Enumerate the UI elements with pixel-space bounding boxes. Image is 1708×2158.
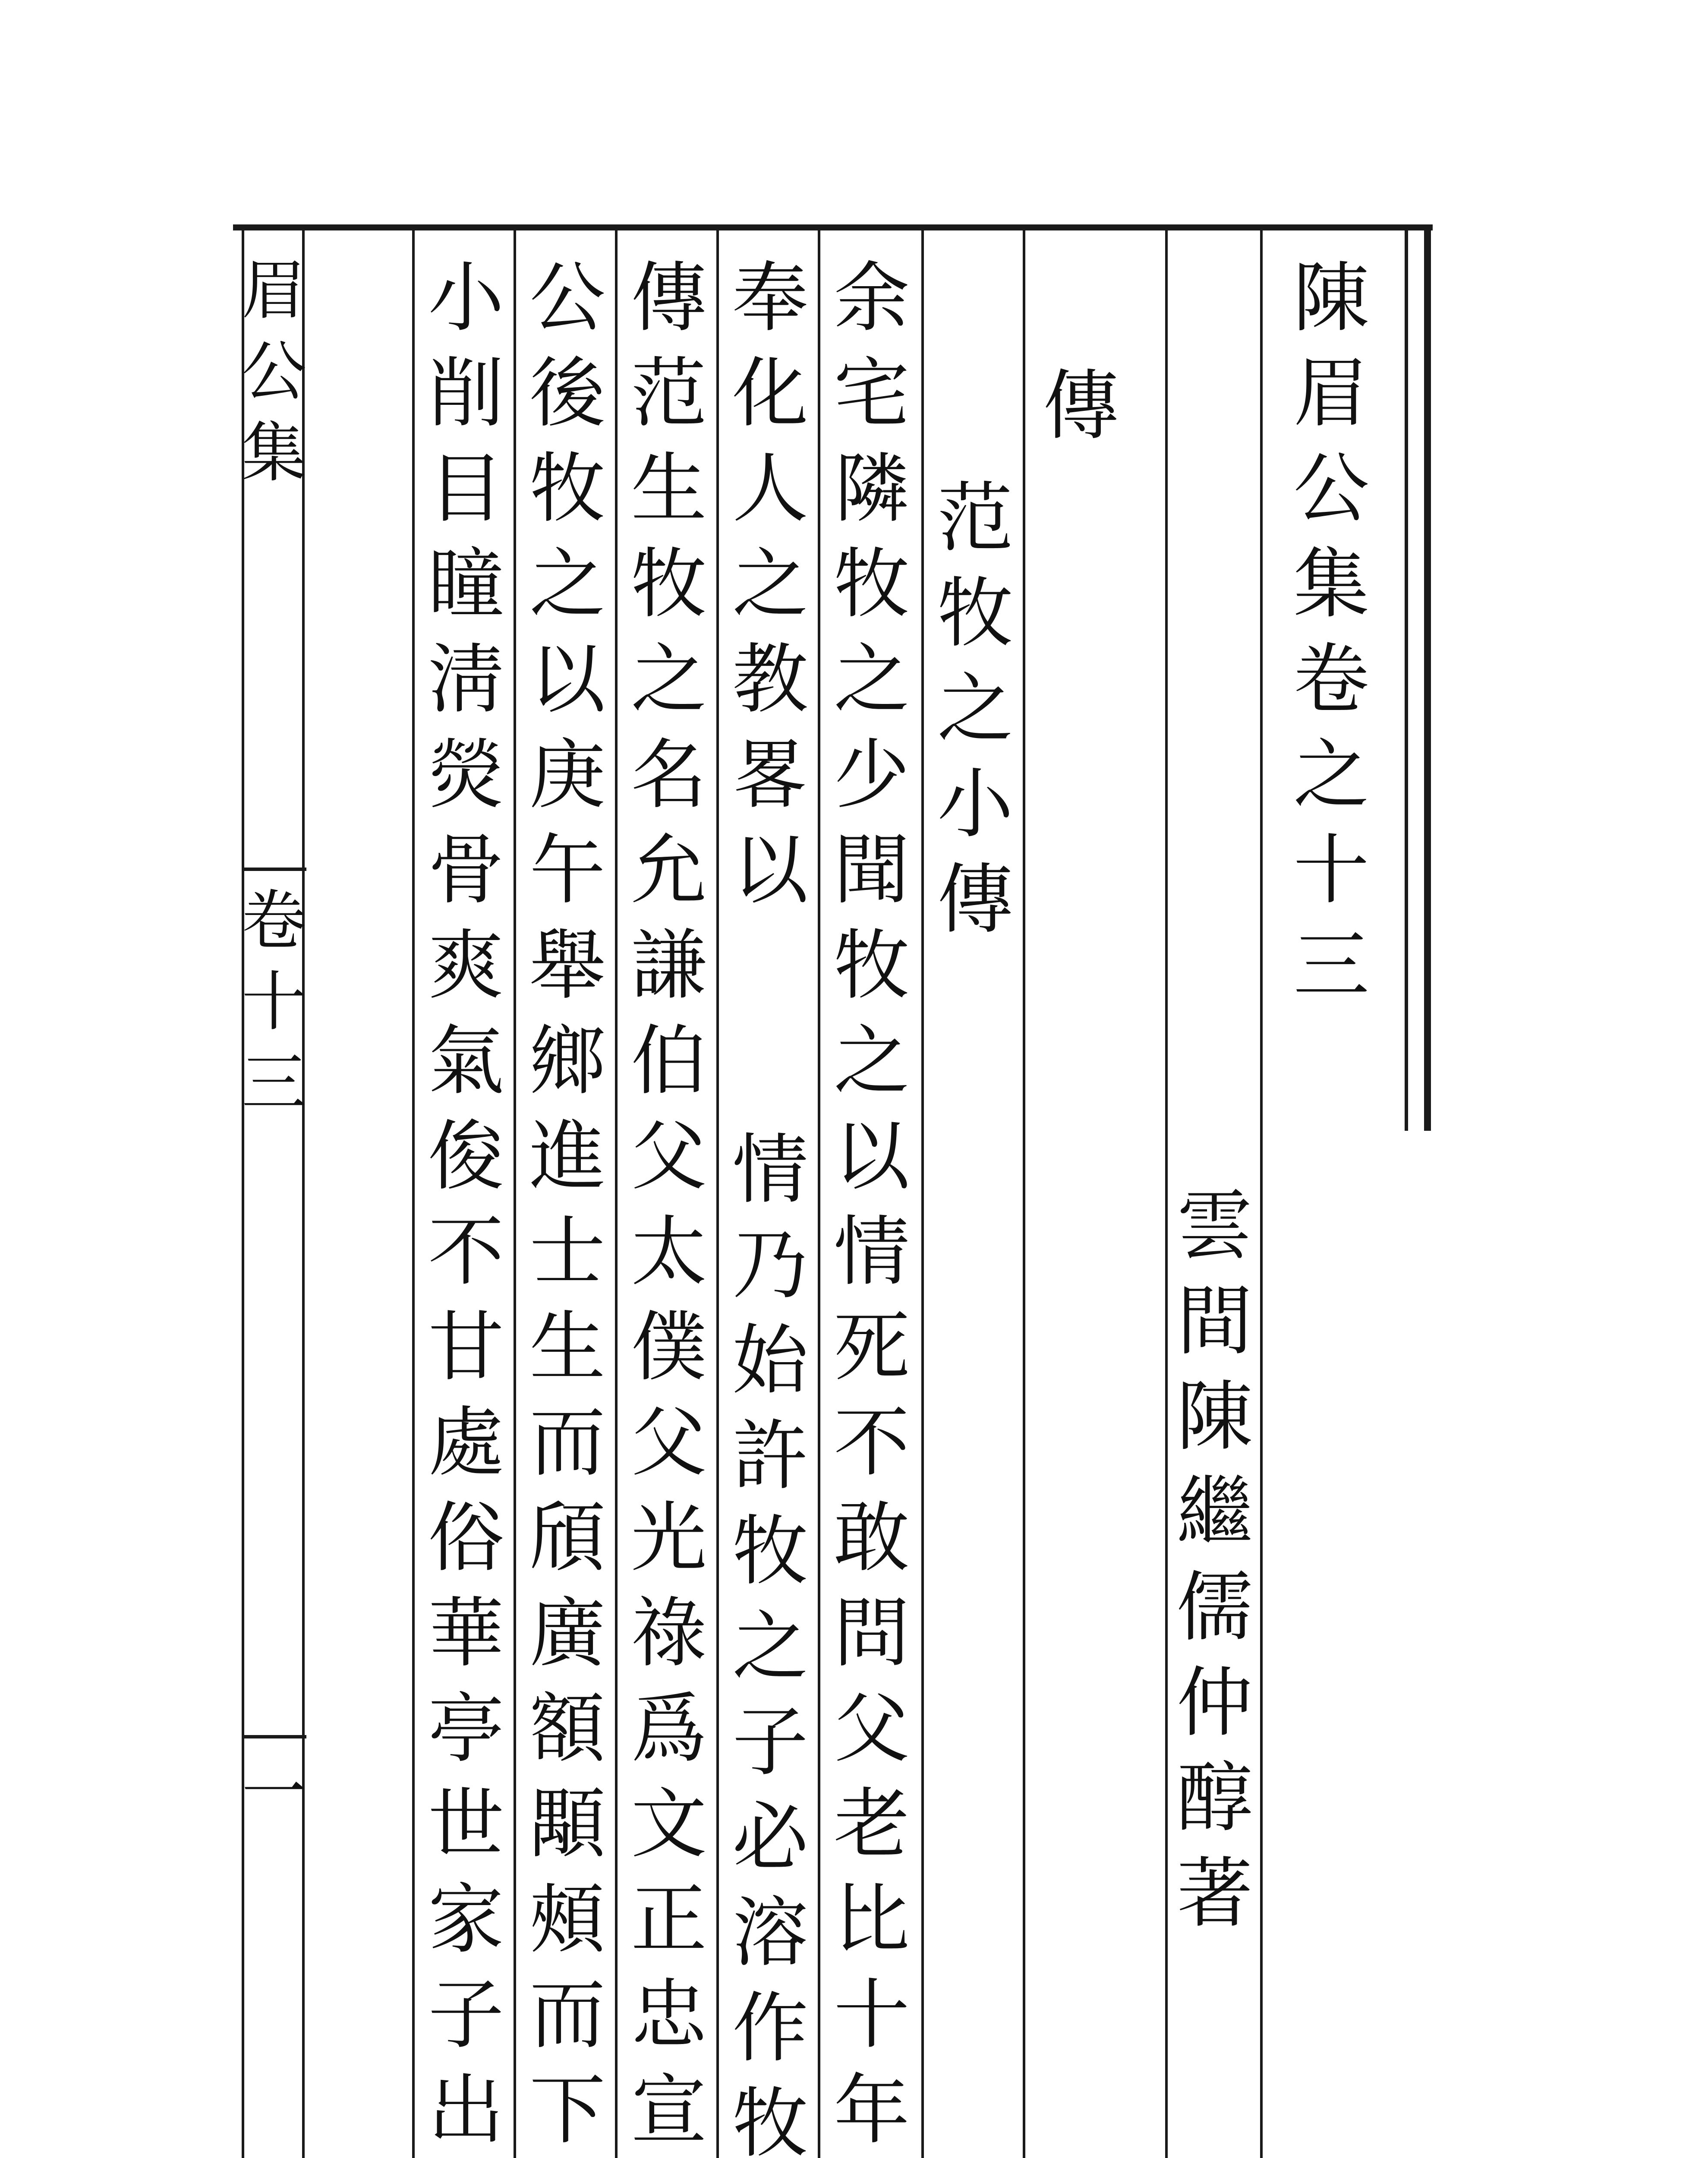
section-heading-column: [1040, 358, 1122, 2158]
glyph: 傳: [937, 855, 1013, 944]
glyph: 死: [833, 1303, 910, 1391]
glyph: 牧: [937, 569, 1013, 658]
glyph: 之: [833, 635, 910, 724]
column-divider: [1165, 224, 1168, 2158]
glyph: 以: [732, 826, 808, 915]
glyph: 問: [833, 1589, 910, 1678]
glyph: 鄉: [529, 1017, 605, 1105]
glyph: 牧: [732, 2079, 808, 2158]
column-divider: [412, 224, 415, 2158]
glyph: 太: [630, 1208, 707, 1296]
glyph: 家: [428, 1875, 504, 1964]
frame-right-rule-outer: [1424, 224, 1431, 1131]
glyph: 祿: [630, 1589, 707, 1678]
glyph: 爽: [428, 921, 504, 1010]
glyph: 溶: [732, 1889, 808, 1977]
glyph: 額: [529, 1685, 605, 1773]
glyph: 僕: [630, 1303, 707, 1391]
glyph: 以: [529, 635, 605, 724]
glyph: 廣: [529, 1589, 605, 1678]
glyph: 眉: [1293, 349, 1369, 438]
glyph: 不: [833, 1398, 910, 1487]
author-line: [1174, 1178, 1256, 1941]
glyph: 士: [529, 1208, 605, 1296]
volume-title-column: [1290, 250, 1372, 2158]
glyph: 俗: [428, 1494, 504, 1582]
body-text: [729, 250, 811, 918]
glyph: 之: [732, 540, 808, 628]
glyph: 繼: [1176, 1468, 1253, 1556]
glyph: 進: [529, 1112, 605, 1201]
glyph: 爲: [630, 1685, 707, 1773]
glyph: 午: [529, 826, 605, 915]
glyph: 小: [428, 254, 504, 342]
column-divider: [716, 224, 719, 2158]
glyph: 之: [833, 1017, 910, 1105]
glyph: 頎: [529, 1494, 605, 1582]
glyph: 卷: [1293, 635, 1369, 724]
column-divider: [615, 224, 618, 2158]
glyph: 牧: [630, 540, 707, 628]
glyph: 而: [529, 1971, 605, 2059]
glyph: 顒: [529, 1780, 605, 1868]
glyph: 舉: [529, 921, 605, 1010]
glyph: 淸: [428, 635, 504, 724]
glyph: 十: [242, 965, 306, 1040]
glyph: 化: [732, 349, 808, 438]
glyph: 集: [1293, 540, 1369, 628]
glyph: 十: [833, 1971, 910, 2059]
glyph: 人: [732, 445, 808, 533]
frame-right-rule-inner: [1405, 224, 1408, 1131]
glyph: 忠: [630, 1971, 707, 2059]
body-column-4: [526, 250, 608, 2158]
body-column-1: [831, 250, 913, 2158]
glyph: 儒: [1176, 1563, 1253, 1652]
glyph: 削: [428, 349, 504, 438]
glyph: 公: [529, 254, 605, 342]
glyph: 牧: [833, 921, 910, 1010]
glyph: 間: [1176, 1277, 1253, 1366]
body-text: [729, 1122, 811, 2158]
chapter-title-column: [934, 470, 1016, 2158]
glyph: 敢: [833, 1494, 910, 1582]
column-divider: [921, 224, 924, 2158]
glyph: 范: [630, 349, 707, 438]
glyph: 目: [428, 445, 504, 533]
glyph: 光: [630, 1494, 707, 1582]
glyph: 奉: [732, 254, 808, 342]
glyph: 始: [732, 1316, 808, 1405]
glyph: 出: [428, 2066, 504, 2155]
glyph: 牧: [529, 445, 605, 533]
glyph: 醇: [1176, 1754, 1253, 1843]
glyph: 三: [242, 1046, 306, 1121]
body-text: [628, 250, 710, 2158]
glyph: 陳: [1293, 254, 1369, 342]
column-divider: [514, 224, 516, 2158]
glyph: 畧: [732, 731, 808, 819]
section-heading: [1040, 358, 1122, 454]
glyph: 氣: [428, 1017, 504, 1105]
glyph: 父: [630, 1112, 707, 1201]
spine-title: [242, 250, 306, 494]
glyph: 熒: [428, 731, 504, 819]
glyph: 華: [428, 1589, 504, 1678]
glyph: 必: [732, 1793, 808, 1882]
glyph: 公: [242, 334, 306, 410]
glyph: 處: [428, 1398, 504, 1487]
glyph: 十: [1293, 826, 1369, 915]
glyph: 傳: [1043, 362, 1119, 450]
glyph: 集: [242, 416, 306, 491]
body-text: [526, 250, 608, 2158]
glyph: 宅: [833, 349, 910, 438]
glyph: 之: [937, 665, 1013, 753]
glyph: 小: [937, 760, 1013, 849]
glyph: 范: [937, 474, 1013, 562]
column-divider: [818, 224, 820, 2158]
chapter-title: [934, 470, 1016, 947]
glyph: 子: [428, 1971, 504, 2059]
glyph: 比: [833, 1875, 910, 1964]
glyph: 傳: [630, 254, 707, 342]
glyph: 亭: [428, 1685, 504, 1773]
glyph: 庚: [529, 731, 605, 819]
spine-page-number: [242, 1752, 306, 1833]
glyph: 生: [529, 1303, 605, 1391]
glyph: 作: [732, 1984, 808, 2073]
glyph: 骨: [428, 826, 504, 915]
glyph: 牧: [732, 1507, 808, 1596]
glyph: 父: [833, 1685, 910, 1773]
body-column-3: [628, 250, 710, 2158]
glyph: 余: [833, 254, 910, 342]
glyph: 之: [630, 635, 707, 724]
glyph: 著: [1176, 1849, 1253, 1938]
glyph: 宣: [630, 2066, 707, 2155]
glyph: 父: [630, 1398, 707, 1487]
glyph: 牧: [833, 540, 910, 628]
glyph: 隣: [833, 445, 910, 533]
glyph: 之: [1293, 731, 1369, 819]
glyph: 情: [732, 1126, 808, 1214]
glyph: 允: [630, 826, 707, 915]
glyph: 年: [833, 2066, 910, 2155]
glyph: 伯: [630, 1017, 707, 1105]
glyph: 正: [630, 1875, 707, 1964]
glyph: 不: [428, 1208, 504, 1296]
glyph: 卷: [242, 883, 306, 959]
glyph: 聞: [833, 826, 910, 915]
glyph: 三: [1293, 921, 1369, 1010]
glyph: 後: [529, 349, 605, 438]
glyph: 陳: [1176, 1372, 1253, 1461]
glyph: 子: [732, 1698, 808, 1786]
author-column: [1174, 1178, 1256, 2158]
body-text: [425, 250, 507, 2158]
glyph: 名: [630, 731, 707, 819]
glyph: 頰: [529, 1875, 605, 1964]
column-divider: [1260, 224, 1263, 2158]
glyph: 文: [630, 1780, 707, 1868]
glyph: 雲: [1176, 1182, 1253, 1270]
glyph: 仲: [1176, 1659, 1253, 1747]
glyph: 以: [833, 1112, 910, 1201]
glyph: 少: [833, 731, 910, 819]
glyph: 甘: [428, 1303, 504, 1391]
body-text: [831, 250, 913, 2158]
body-column-2b: [729, 1122, 811, 2158]
glyph: 生: [630, 445, 707, 533]
volume-title: [1290, 250, 1372, 1013]
spine-volume: [242, 880, 306, 1124]
glyph: 乃: [732, 1221, 808, 1309]
glyph: 世: [428, 1780, 504, 1868]
glyph: 一: [242, 1755, 306, 1830]
column-divider: [1023, 224, 1025, 2158]
spine-page-column: [242, 1752, 306, 2158]
glyph: 公: [1293, 445, 1369, 533]
glyph: 老: [833, 1780, 910, 1868]
glyph: 俊: [428, 1112, 504, 1201]
glyph: 之: [529, 540, 605, 628]
glyph: 下: [529, 2066, 605, 2155]
glyph: 眉: [242, 253, 306, 328]
glyph: 許: [732, 1412, 808, 1500]
glyph: 謙: [630, 921, 707, 1010]
glyph: 情: [833, 1208, 910, 1296]
glyph: 而: [529, 1398, 605, 1487]
glyph: 之: [732, 1603, 808, 1691]
glyph: 教: [732, 635, 808, 724]
body-column-5: [425, 250, 507, 2158]
glyph: 瞳: [428, 540, 504, 628]
